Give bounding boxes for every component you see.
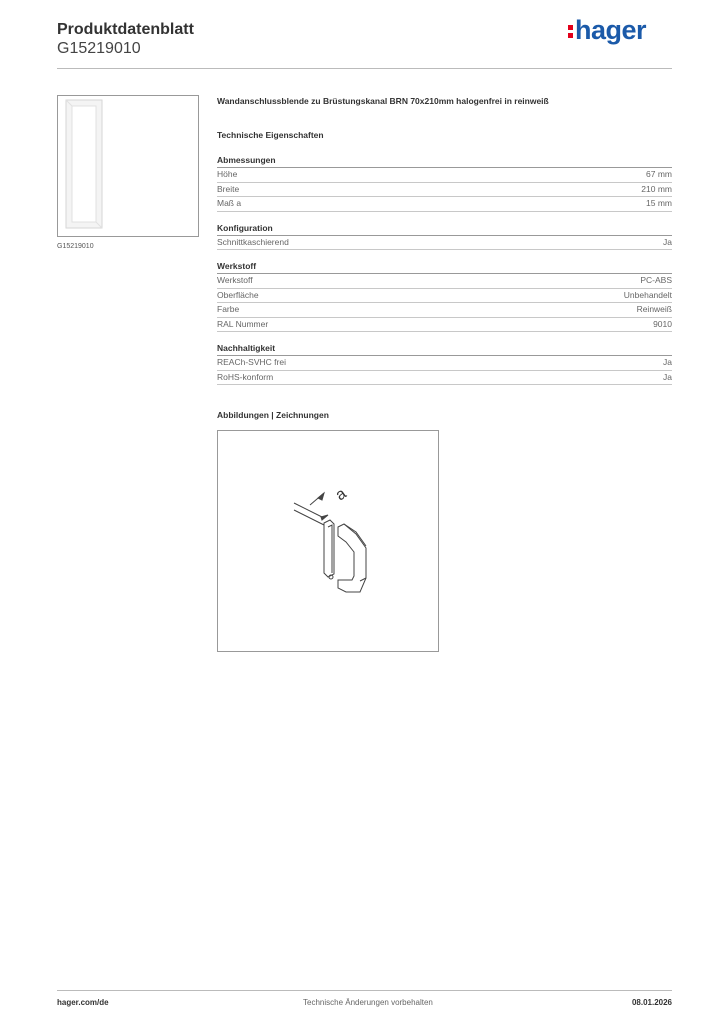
section-abmessungen xyxy=(217,155,672,212)
spec-value: Reinweiß xyxy=(636,304,672,314)
spec-row xyxy=(217,303,672,318)
product-code: G15219010 xyxy=(57,40,141,57)
technical-drawing xyxy=(217,430,439,652)
product-description: Wandanschlussblende zu Brüstungskanal BRN 70x210mm halogenfrei in reinweiß xyxy=(217,96,549,106)
footer-website: hager.com/de xyxy=(57,998,109,1007)
spec-row xyxy=(217,318,672,333)
spec-label: RoHS-konform xyxy=(217,371,274,382)
tech-heading: Technische Eigenschaften xyxy=(217,130,324,140)
page-title: Produktdatenblatt xyxy=(57,21,194,38)
spec-content xyxy=(217,96,672,396)
logo-text: hager xyxy=(575,15,647,45)
section-title: Nachhaltigkeit xyxy=(217,343,672,356)
spec-label: Höhe xyxy=(217,169,238,179)
spec-value: Ja xyxy=(663,357,672,367)
spec-label: Oberfläche xyxy=(217,289,259,300)
spec-value: PC-ABS xyxy=(640,275,672,285)
section-konfiguration xyxy=(217,223,672,251)
header-divider xyxy=(57,68,672,69)
spec-row xyxy=(217,197,672,212)
spec-value: 9010 xyxy=(653,318,672,329)
spec-label: Werkstoff xyxy=(217,275,253,285)
section-title: Abmessungen xyxy=(217,155,672,168)
spec-value: Unbehandelt xyxy=(623,289,672,300)
hager-logo xyxy=(568,15,646,46)
spec-label: REACh-SVHC frei xyxy=(217,357,286,367)
logo-dots-icon xyxy=(568,22,574,40)
spec-label: Schnittkaschierend xyxy=(217,236,289,247)
footer-date: 08.01.2026 xyxy=(631,998,672,1007)
image-caption: G15219010 xyxy=(57,243,94,250)
spec-row xyxy=(217,168,672,183)
spec-value: Ja xyxy=(663,236,672,247)
dimension-label: a xyxy=(332,485,350,505)
spec-row xyxy=(217,236,672,251)
product-image xyxy=(57,95,199,237)
spec-row xyxy=(217,289,672,304)
spec-value: Ja xyxy=(663,371,672,382)
spec-value: 210 mm xyxy=(641,183,672,194)
footer-divider xyxy=(57,990,672,991)
section-title: Konfiguration xyxy=(217,223,672,236)
spec-value: 15 mm xyxy=(646,198,672,208)
spec-value: 67 mm xyxy=(646,169,672,179)
section-werkstoff xyxy=(217,261,672,332)
spec-label: RAL Nummer xyxy=(217,318,269,329)
spec-label: Maß a xyxy=(217,198,242,208)
spec-row xyxy=(217,356,672,371)
footer-disclaimer: Technische Änderungen vorbehalten xyxy=(303,998,433,1007)
spec-row xyxy=(217,274,672,289)
spec-label: Farbe xyxy=(217,304,240,314)
spec-row xyxy=(217,183,672,198)
section-nachhaltigkeit xyxy=(217,343,672,385)
spec-row xyxy=(217,371,672,386)
spec-label: Breite xyxy=(217,183,240,194)
figures-heading: Abbildungen | Zeichnungen xyxy=(217,410,329,420)
section-title: Werkstoff xyxy=(217,261,672,274)
